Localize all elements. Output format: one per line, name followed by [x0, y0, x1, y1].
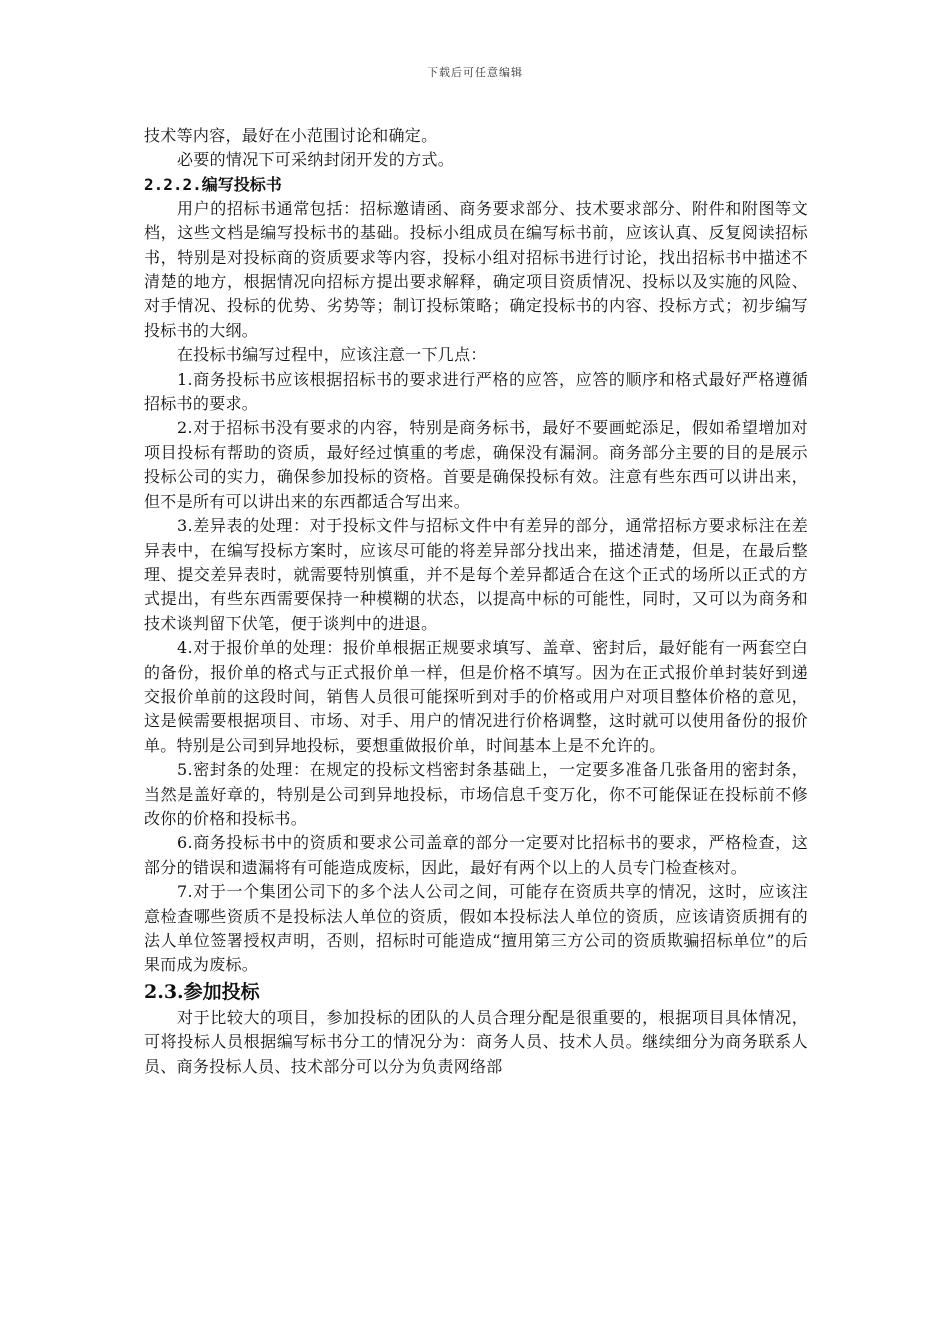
list-item-4: 4.对于报价单的处理：报价单根据正规要求填写、盖章、密封后，最好能有一两套空白的备份，报价单的格式与正式报价单一样，但是价格不填写。因为在正式报价单封装好到递交报价单前的这段时间，销售人员很可能探听到对手的价格或用户对项目整体价格的意见，这是候需要根据项目、市场、对手、用户的情况进行价格调整，这时就可以使用备份的报价单。特别是公司到异地投标，要想重做报价单，时间基本上是不允许的。: [144, 638, 808, 755]
list-item-5: 5.密封条的处理：在规定的投标文档密封条基础上，一定要多准备几张备用的密封条，当然是盖好章的，特别是公司到异地投标，市场信息千变万化，你不可能保证在投标前不修改你的价格和投标书。: [144, 760, 808, 828]
list-item-2: 2.对于招标书没有要求的内容，特别是商务标书，最好不要画蛇添足，假如希望增加对项目投标有帮助的资质，最好经过慎重的考虑，确保没有漏洞。商务部分主要的目的是展示投标公司的实力，确保参加投标的资格。首要是确保投标有效。注意有些东西可以讲出来，但不是所有可以讲出来的东西都适合写出来。: [144, 418, 808, 511]
list-item-3: 3.差异表的处理：对于投标文件与招标文件中有差异的部分，通常招标方要求标注在差异表中，在编写投标方案时，应该尽可能的将差异部分找出来，描述清楚，但是，在最后整理、提交差异表时，就需要特别慎重，并不是每个差异都适合在这个正式的场所以正式的方式提出，有些东西需要保持一种模糊的状态，以提高中标的可能性，同时，又可以为商务和技术谈判留下伏笔，便于谈判中的进退。: [144, 516, 808, 633]
paragraph: 用户的招标书通常包括：招标邀请函、商务要求部分、技术要求部分、附件和附图等文档，这些文档是编写投标书的基础。投标小组成员在编写标书前，应该认真、反复阅读招标书，特别是对投标商的资质要求等内容，投标小组对招标书进行讨论，找出招标书中描述不清楚的地方，根据情况向招标方提出要求解释，确定项目资质情况、投标以及实施的风险、对手情况、投标的优势、劣势等；制订投标策略；确定投标书的内容、投标方式；初步编写投标书的大纲。: [144, 198, 808, 340]
section-heading-2-3: 2.3.参加投标: [144, 980, 260, 1003]
paragraph-continuation: 技术等内容，最好在小范围讨论和确定。: [144, 126, 438, 145]
section-heading-2-2-2: 2.2.2.编写投标书: [144, 174, 282, 194]
document-body: [144, 124, 808, 1079]
page-header: 下载后可任意编辑: [427, 66, 523, 79]
list-item-7: 7.对于一个集团公司下的多个法人公司之间，可能存在资质共享的情况，这时，应该注意检查哪些资质不是投标法人单位的资质，假如本投标法人单位的资质，应该请资质拥有的法人单位签署授权声明，否则，招标时可能造成“擅用第三方公司的资质欺骗招标单位”的后果而成为废标。: [144, 882, 808, 975]
paragraph: 在投标书编写过程中，应该注意一下几点：: [177, 345, 487, 365]
paragraph: 必要的情况下可采纳封闭开发的方式。: [177, 150, 455, 170]
list-item-6: 6.商务投标书中的资质和要求公司盖章的部分一定要对比招标书的要求，严格检查，这部分的错误和遗漏将有可能造成废标，因此，最好有两个以上的人员专门检查核对。: [144, 833, 808, 877]
list-item-1: 1.商务投标书应该根据招标书的要求进行严格的应答，应答的顺序和格式最好严格遵循招标书的要求。: [144, 369, 808, 414]
paragraph: 对于比较大的项目，参加投标的团队的人员合理分配是很重要的，根据项目具体情况，可将投标人员根据编写标书分工的情况分为：商务人员、技术人员。继续细分为商务联系人员、商务投标人员、技术部分可以分为负责网络部: [144, 1007, 808, 1076]
